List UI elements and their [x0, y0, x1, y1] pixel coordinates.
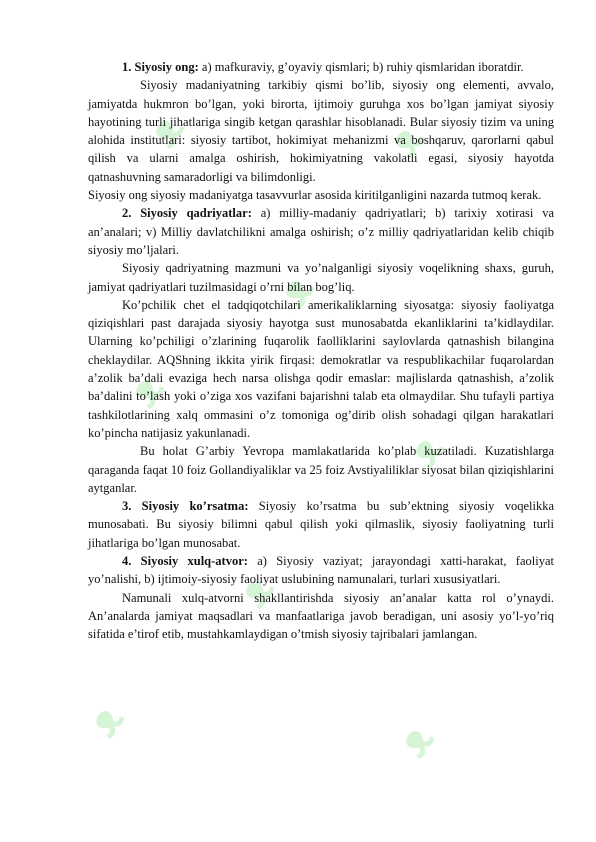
heading-siyosiy-ong: 1. Siyosiy ong:: [122, 60, 199, 74]
heading-siyosiy-xulq-atvor: 4. Siyosiy xulq-atvor:: [122, 554, 248, 569]
paragraph-text: Siyosiy ko’rsatma bu sub’ektning siyosiy voqelikka munosabati. Bu siyosiy bilimni qabul qilish yoki qilmaslik, siyosiy faoliyatning turli jihatlariga bo’lgan munosabat.: [88, 499, 555, 550]
paragraph-siyosiy-qadriyatlar: [88, 204, 554, 259]
paragraph-siyosiy-korsatma: [88, 497, 554, 552]
paragraph: Namunali xulq-atvorni shakllantirishda siyosiy an’analar katta rol o’ynaydi. An’analarda jamiyat maqsadlari va manfaatlariga javob beradigan, uni asosiy yo’l-yo’riq sifatida e’tirof etib, mustahkamlaydigan o’tmish siyosiy tajribalari jamlangan.: [88, 590, 554, 642]
paragraph-siyosiy-ong: [88, 58, 554, 76]
heading-siyosiy-qadriyatlar: 2. Siyosiy qadriyatlar:: [122, 206, 252, 221]
paragraph: Bu holat G’arbiy Yevropa mamlakatlarida ko’plab kuzatiladi. Kuzatishlarga qaraganda faqat 10 foiz Gollandiyaliklar va 25 foiz Avstiyaliliklar siyosat bilan qiziqishlarini aytganlar.: [88, 444, 554, 495]
paragraph-siyosiy-xulq-atvor: [88, 552, 554, 589]
paragraph: Siyosiy madaniyatning tarkibiy qismi bo’lib, siyosiy ong elementi, avvalo, jamiyatda hukmron bo’lgan, yoki birorta, ijtimoiy guruhga xos bo’lgan jamiyat siyosiy hayotining turli jihatlariga singib ketgan qarashlar hisoblanadi. Bular siyosiy tizim va uning alohida institutlari: siyosiy tartibot, hokimiyat mehanizmi va boshqaruv, qarorlarni qabul qilish va ularni amalga oshirish, hokimiyatning vakolatli egasi, siyosiy hayotda qatnashuvning samaradorligi va bilimdonligi.: [88, 78, 554, 184]
watermark-mark: ᴥ: [388, 715, 444, 766]
paragraph: Siyosiy qadriyatning mazmuni va yo’nalganligi siyosiy voqelikning shaxs, guruh, jamiyat qadriyatlari tuzilmasidagi o’rni bilan bog’liq.: [88, 261, 554, 294]
paragraph-text: a) mafkuraviy, g’oyaviy qismlari; b) ruhiy qismlaridan iboratdir.: [198, 60, 524, 74]
paragraph-text: a) Siyosiy vaziyat; jarayondagi xatti-harakat, faoliyat yo’nalishi, b) ijtimoiy-siyosiy faoliyat uslubining namunalari, turlari xususiyatlari.: [88, 554, 554, 587]
paragraph: Ko’pchilik chet el tadqiqotchilari amerikaliklarning siyosatga: siyosiy faoliyatga qiziqishlari past darajada siyosiy hayotga sust munosabatda ekanliklarini ta’kidlaydilar. Ularning ko’pchiligi o’zlarining fuqarolik faolliklarini saylovlarda qatnashish bilangina cheklaydilar. AQShning ikkita yirik firqasi: demokratlar va respublikachilar fuqarolardan a’zolik ba’dali evaziga hech narsa olishga qodir emaslar: majlislarda qatnashish, a’zolik ba’dalini to’lash yoki o’ziga xos vazifani bajarishni talab eta olmaydilar. Shu tufayli partiya tashkilotlarining xalq ommasini o’z tomoniga og’dirib olish sohadagi qilgan harakatlari ko’pincha natijasiz yakunlanadi.: [88, 297, 554, 440]
watermark-mark: ᴥ: [268, 265, 324, 316]
watermark-mark: ᴥ: [398, 425, 454, 476]
heading-siyosiy-korsatma: 3. Siyosiy ko’rsatma:: [122, 499, 249, 514]
watermark-mark: ᴥ: [138, 105, 194, 156]
watermark-mark: ᴥ: [228, 565, 284, 616]
document-body: [88, 58, 554, 644]
paragraph-text: a) milliy-madaniy qadriyatlari; b) tarixiy xotirasi va an’analari; v) Milliy davlatchilikni amalga oshirish; o’z milliy qadriyatlaridan kelib chiqib siyosiy mo’ljalari.: [88, 206, 554, 257]
watermark-mark: ᴥ: [378, 115, 434, 166]
paragraph: Siyosiy ong siyosiy madaniyatga tasavvurlar asosida kiritilganligini nazarda tutmoq kerak.: [88, 188, 542, 203]
watermark-mark: ᴥ: [78, 695, 134, 746]
watermark-mark: ᴥ: [118, 365, 174, 416]
